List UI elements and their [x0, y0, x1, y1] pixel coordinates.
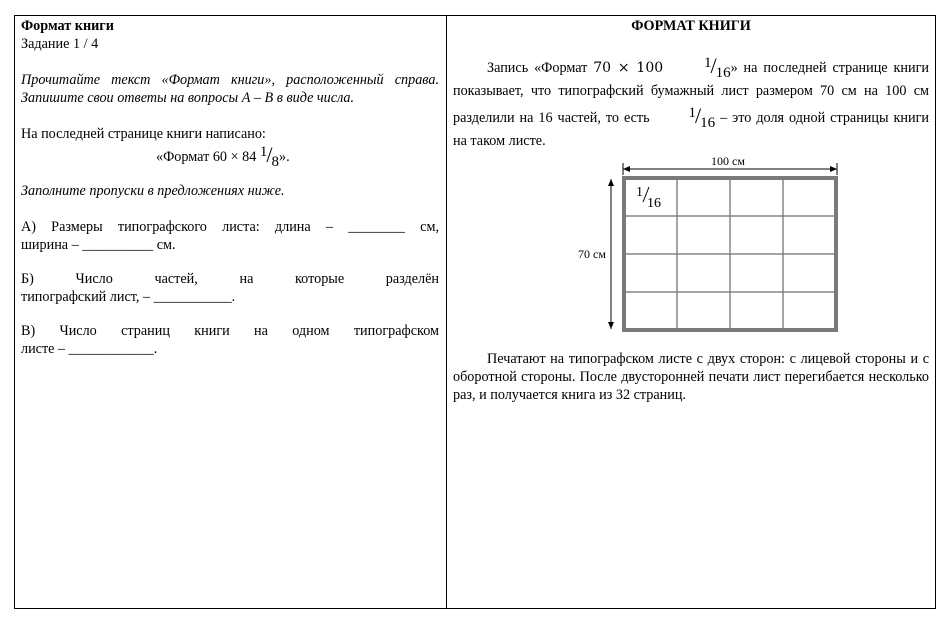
- cell-label-num: 1: [636, 185, 643, 200]
- fill-instruction: Заполните пропуски в предложениях ниже.: [21, 183, 285, 199]
- paragraph-1: Запись «Формат 70 × 100 1/16» на последней странице книги показывает, что типографский бумажный лист размером 70 см на 100 см разделили на 16 частей, то есть 1/16 – это доля одной страницы книги на таком листе.: [453, 53, 929, 149]
- question-b-line2: типографский лист, – ___________.: [21, 289, 236, 305]
- sheet-cell: [677, 178, 730, 216]
- sheet-cell: [730, 292, 783, 330]
- format-text: «Формат 60 × 84: [156, 149, 260, 165]
- height-arrow-top-head: [608, 179, 614, 186]
- question-a-line2: ширина – __________ см.: [21, 237, 176, 253]
- format-fraction: 1/8: [259, 142, 279, 170]
- task-number: Задание 1 / 4: [21, 36, 99, 52]
- format-close: ».: [278, 149, 290, 165]
- cell-label-den: 16: [647, 196, 661, 211]
- question-a-line1: А) Размеры типографского листа: длина – ________ см,: [21, 219, 439, 235]
- sheet-cell: [624, 292, 677, 330]
- question-c-line2: листе – ____________.: [21, 341, 158, 357]
- question-b-line1: Б) Число частей, на которые разделён: [21, 271, 439, 287]
- width-arrow-right-head: [830, 166, 837, 172]
- right-column: [453, 17, 929, 404]
- paragraph-2: Печатают на типографском листе с двух сторон: с лицевой стороны и с оборотной стороны. После двусторонней печати лист перегибается несколько раз, и получается книга из 32 страниц.: [453, 351, 929, 403]
- sheet-cell: [730, 254, 783, 292]
- task-heading: Формат книги: [21, 18, 114, 34]
- format-line: [21, 142, 439, 170]
- sheet-diagram: [453, 157, 929, 342]
- text-title: ФОРМАТ КНИГИ: [631, 18, 751, 34]
- left-column: [21, 17, 439, 358]
- height-arrow-bottom-head: [608, 322, 614, 329]
- sheet-cell: [624, 216, 677, 254]
- question-c-line1: В) Число страниц книги на одном типографском: [21, 323, 439, 339]
- sheet-cell: [677, 254, 730, 292]
- instruction-text: Прочитайте текст «Формат книги», расположенный справа. Запишите свои ответы на вопросы А – В в виде числа.: [21, 72, 439, 106]
- sheet-cell: [783, 254, 836, 292]
- sheet-cell: [730, 216, 783, 254]
- column-divider: [446, 15, 447, 609]
- sheet-cell: [677, 292, 730, 330]
- sheet-cell: [624, 254, 677, 292]
- paragraph-fraction: 1/16: [703, 53, 731, 81]
- sheet-cell: [783, 292, 836, 330]
- width-label: 100 см: [711, 157, 745, 168]
- sheet-cell: [677, 216, 730, 254]
- sheet-cell: [730, 178, 783, 216]
- sheet-diagram-svg: [453, 157, 929, 342]
- paragraph-fraction-2: 1/16: [688, 103, 716, 131]
- intro-text: На последней странице книги написано:: [21, 126, 266, 142]
- sheet-cell: [783, 216, 836, 254]
- sheet-cell: [783, 178, 836, 216]
- height-label: 70 см: [578, 247, 606, 261]
- width-arrow-left-head: [623, 166, 630, 172]
